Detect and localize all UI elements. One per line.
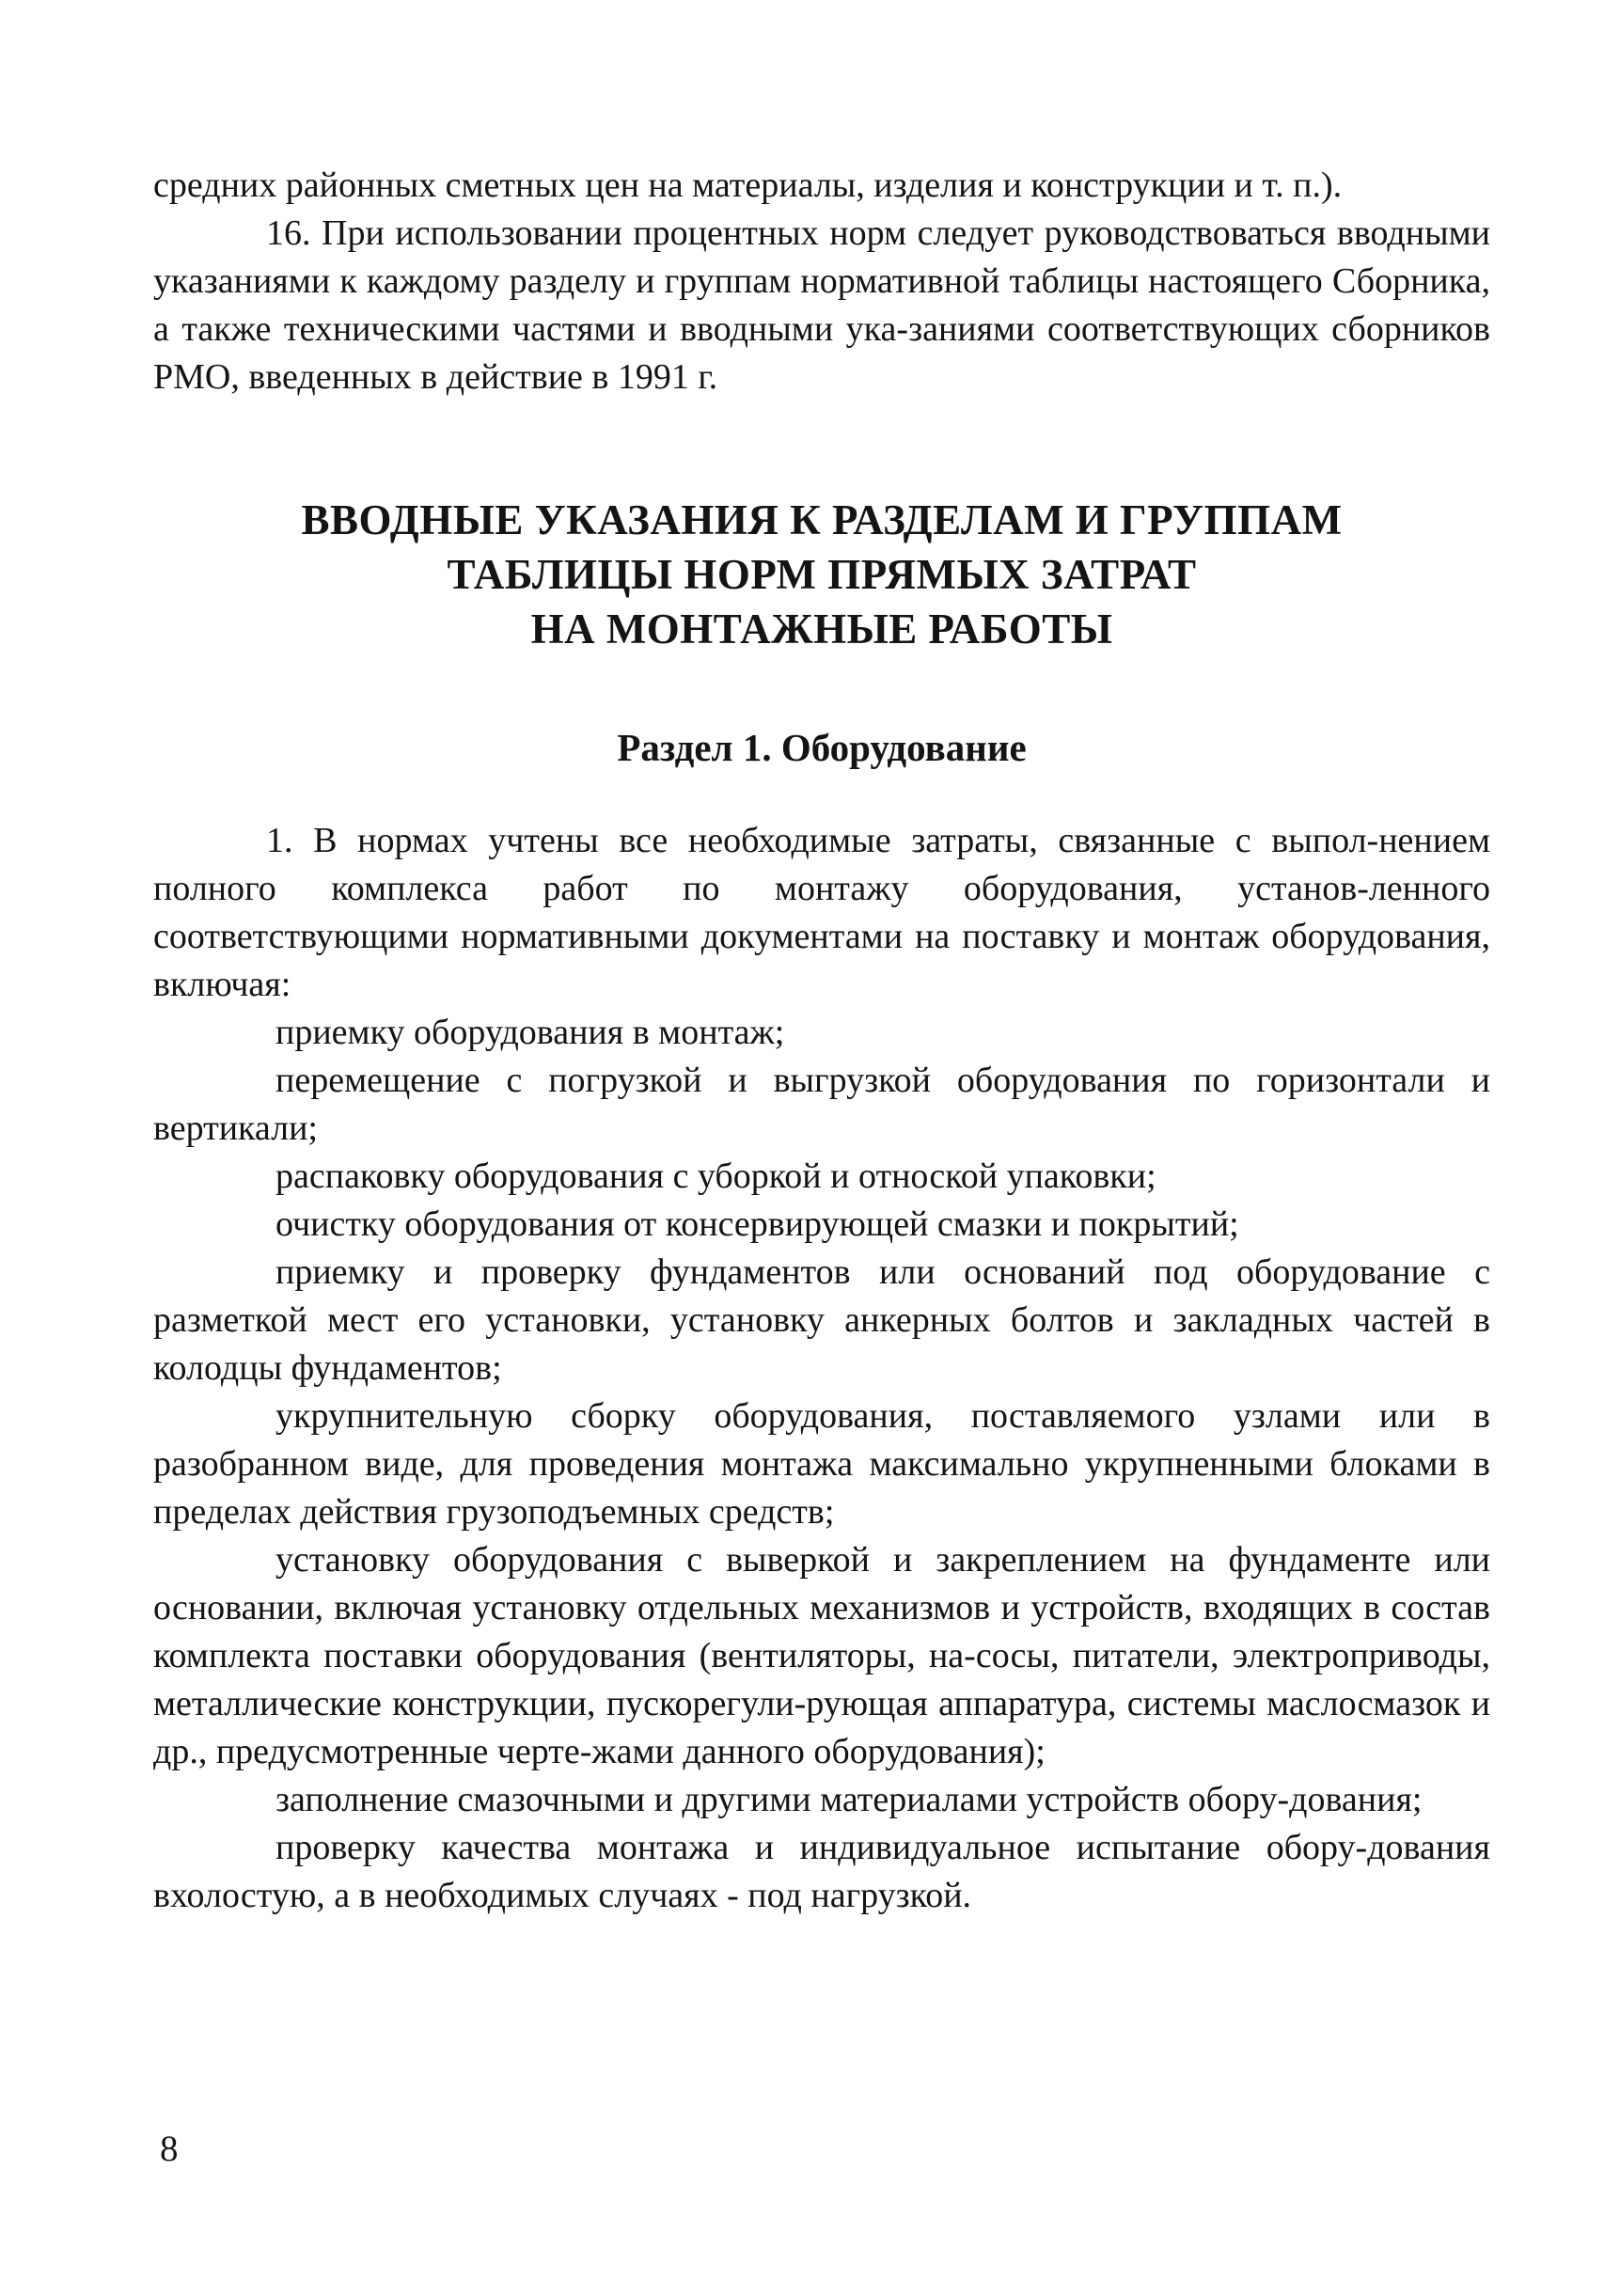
- list-item: заполнение смазочными и другими материалами устройств обору-дования;: [275, 1780, 1423, 1819]
- section-body: [153, 817, 1490, 1920]
- intro-block: [153, 162, 1490, 401]
- list-item: очистку оборудования от консервирующей смазки и покрытий;: [275, 1204, 1239, 1244]
- intro-continuation-paragraph: средних районных сметных цен на материалы, изделия и конструкции и т. п.).: [153, 165, 1343, 205]
- main-heading: [153, 493, 1490, 656]
- list-item: распаковку оборудования с уборкой и отноской упаковки;: [275, 1156, 1156, 1196]
- page-number: 8: [160, 2129, 179, 2169]
- list-item: установку оборудования с выверкой и закреплением на фундаменте или основании, включая установку отдельных механизмов и устройств, входящих в состав комплекта поставки оборудования (вентиляторы, на-сосы, питатели, электроприводы, металлические конструкции, пускорегули-рующая аппаратура, системы маслосмазок и др., предусмотренные черте-жами данного оборудования);: [153, 1540, 1490, 1771]
- heading-line-2: ТАБЛИЦЫ НОРМ ПРЯМЫХ ЗАТРАТ: [447, 551, 1197, 598]
- list-item: укрупнительную сборку оборудования, поставляемого узлами или в разобранном виде, для проведения монтажа максимально укрупненными блоками в пределах действия грузоподъемных средств;: [153, 1396, 1490, 1532]
- heading-line-1: ВВОДНЫЕ УКАЗАНИЯ К РАЗДЕЛАМ И ГРУППАМ: [301, 496, 1343, 543]
- heading-line-3: НА МОНТАЖНЫЕ РАБОТЫ: [530, 605, 1113, 653]
- section-title: Раздел 1. Оборудование: [617, 726, 1027, 769]
- list-item: перемещение с погрузкой и выгрузкой оборудования по горизонтали и вертикали;: [153, 1061, 1490, 1148]
- list-item: приемку оборудования в монтаж;: [275, 1013, 785, 1052]
- list-item: проверку качества монтажа и индивидуальное испытание обору-дования вхолостую, а в необходимых случаях - под нагрузкой.: [153, 1828, 1490, 1915]
- list-item: приемку и проверку фундаментов или оснований под оборудование с разметкой мест его установки, установку анкерных болтов и закладных частей в колодцы фундаментов;: [153, 1252, 1490, 1388]
- item-1-paragraph: 1. В нормах учтены все необходимые затраты, связанные с выпол-нением полного комплекса работ по монтажу оборудования, установ-ленного соответствующими нормативными документами на поставку и монтаж оборудования, включая:: [153, 821, 1490, 1004]
- item-16-paragraph: 16. При использовании процентных норм следует руководствоваться вводными указаниями к каждому разделу и группам нормативной таблицы настоящего Сборника, а также техническими частями и вводными ука-заниями соответствующих сборников РМО, введенных в действие в 1991 г.: [153, 213, 1490, 397]
